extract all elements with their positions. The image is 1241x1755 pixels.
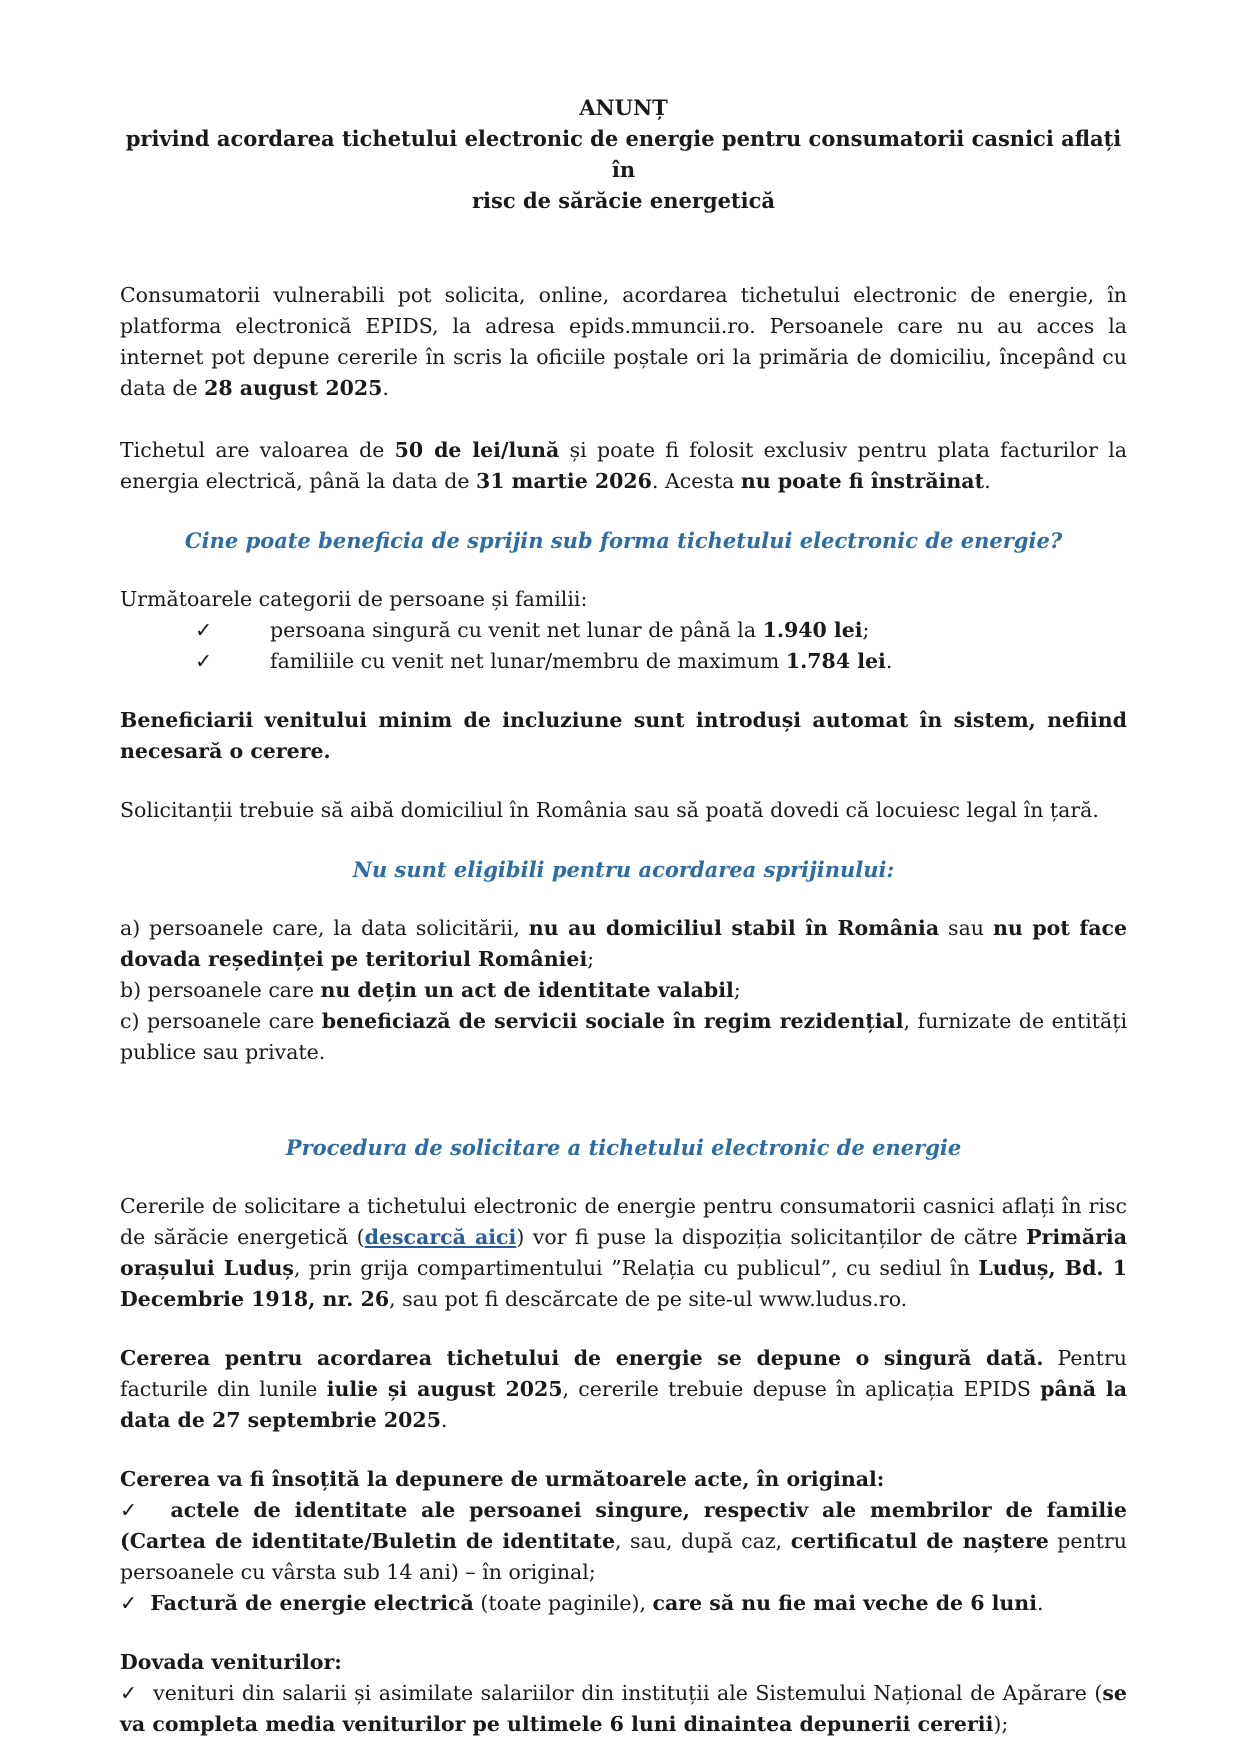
- city-hall-name: Primăria orașului Luduș: [120, 1225, 1127, 1280]
- single-submission-paragraph: [120, 1343, 1127, 1436]
- city-hall-address: Luduș, Bd. 1 Decembrie 1918, nr. 26: [120, 1256, 1128, 1311]
- intro-text: Consumatorii vulnerabili pot solicita, online, acordarea tichetului electronic de energie, în platforma electronică EPIDS, la adresa epids.mmuncii.ro. Persoanele care nu au acces la internet pot depune cererile în scris la oficiile poștale ori la primăria de domiciliu, începând cu data de: [120, 283, 1127, 400]
- automatic-inclusion-text: Beneficiarii venitului minim de incluziune sunt introduși automat în sistem, nefiind necesară o cerere.: [120, 708, 1127, 763]
- deadline-bold: până la data de 27 septembrie 2025: [120, 1377, 1127, 1432]
- domicile-paragraph: Solicitanții trebuie să aibă domiciliul în România sau să poată dovedi că locuiesc legal în țară.: [120, 798, 1099, 822]
- intro-end: .: [382, 376, 389, 400]
- income-item-1-bold: se va completa media veniturilor pe ultimele 6 luni dinaintea depunerii cererii: [120, 1681, 1127, 1736]
- category-text: [270, 646, 892, 677]
- ineligible-a-bold-2: nu pot face dovada reședinței pe teritoriul României: [120, 916, 1127, 971]
- page-title: ANUNȚ: [579, 95, 668, 120]
- documents-item-1-bold-2: certificatul de naștere: [790, 1529, 1049, 1553]
- end-date: 31 martie 2026: [476, 469, 652, 493]
- documents-item-2-bold-2: care să nu fie mai veche de 6 luni: [652, 1591, 1037, 1615]
- ineligible-item-c: [120, 1006, 1127, 1068]
- ineligible-item-a: [120, 913, 1127, 975]
- value-paragraph: [120, 435, 1127, 497]
- procedure-text-3: , prin grija compartimentului ”Relația cu publicul”, cu sediul în: [293, 1256, 979, 1280]
- list-item: [120, 1678, 1127, 1740]
- ineligible-c-end: , furnizate de entități publice sau private.: [120, 1009, 1127, 1064]
- documents-item-2-text-1: (toate paginile),: [473, 1591, 653, 1615]
- income-limit: 1.940 lei: [762, 618, 863, 642]
- documents-item-1-bold-1: actele de identitate ale persoanei singure, respectiv ale membrilor de familie (Cartea de identitate/Buletin de identitate: [120, 1498, 1127, 1553]
- income-limit: 1.784 lei: [785, 649, 886, 673]
- documents-item-2-end: .: [1037, 1591, 1044, 1615]
- non-transferable: nu poate fi înstrăinat: [740, 469, 985, 493]
- list-item: [120, 646, 1127, 677]
- checkmark-icon: ✓: [195, 649, 213, 673]
- procedure-text-2: ) vor fi puse la dispoziția solicitanților de către: [516, 1225, 1027, 1249]
- page-subtitle: [120, 123, 1127, 216]
- ineligible-b-text: b) persoanele care: [120, 978, 321, 1002]
- ineligible-a-text: a) persoanele care, la data solicitării,: [120, 916, 529, 940]
- checkmark-icon: ✓: [120, 1591, 138, 1615]
- download-link[interactable]: descarcă aici: [364, 1225, 517, 1249]
- procedure-paragraph: [120, 1191, 1127, 1315]
- single-submission-text-2: , cererile trebuie depuse în aplicația EPIDS: [562, 1377, 1041, 1401]
- value-text-4: .: [984, 469, 991, 493]
- list-item: [120, 1495, 1127, 1588]
- list-item: [120, 615, 1127, 646]
- documents-item-1-text-1: , sau, după caz,: [615, 1529, 791, 1553]
- single-submission-text-1: Pentru facturile din lunile: [120, 1346, 1127, 1401]
- single-submission-end: .: [440, 1408, 448, 1432]
- months-bold: iulie și august 2025: [326, 1377, 563, 1401]
- category-label: persoana singură cu venit net lunar de până la: [270, 618, 763, 642]
- ineligible-a-bold-1: nu au domiciliul stabil în România: [528, 916, 940, 940]
- list-item: [120, 1588, 1127, 1619]
- category-end: ;: [862, 618, 870, 642]
- subtitle-line-1: privind acordarea tichetului electronic de energie pentru consumatorii casnici aflați în: [125, 126, 1122, 182]
- income-heading: [120, 1647, 1127, 1678]
- category-text: [270, 615, 869, 646]
- categories-intro: Următoarele categorii de persoane și familii:: [120, 587, 588, 611]
- subtitle-line-2: risc de sărăcie energetică: [471, 188, 776, 213]
- section-heading-ineligible: Nu sunt eligibili pentru acordarea sprijinului:: [352, 857, 895, 882]
- ineligible-a-end: ;: [587, 947, 595, 971]
- documents-heading: [120, 1464, 1127, 1495]
- automatic-inclusion-paragraph: [120, 705, 1127, 767]
- section-heading-eligibility: Cine poate beneficia de sprijin sub forma tichetului electronic de energie?: [184, 528, 1063, 553]
- ineligible-c-bold: beneficiază de servicii sociale în regim rezidențial: [321, 1009, 904, 1033]
- single-submission-bold: Cererea pentru acordarea tichetului de energie se depune o singură dată.: [120, 1346, 1044, 1370]
- start-date: 28 august 2025: [204, 376, 383, 400]
- ticket-value: 50 de lei/lună: [394, 438, 560, 462]
- checkmark-icon: ✓: [120, 1681, 139, 1705]
- ineligible-item-b: [120, 975, 1127, 1006]
- intro-paragraph: [120, 280, 1127, 404]
- ineligible-b-end: ;: [733, 978, 741, 1002]
- value-text-3: . Acesta: [651, 469, 741, 493]
- income-heading-text: Dovada veniturilor:: [120, 1650, 342, 1674]
- category-end: .: [885, 649, 893, 673]
- ineligible-c-text: c) persoanele care: [120, 1009, 322, 1033]
- value-text-1: Tichetul are valoarea de: [120, 438, 395, 462]
- income-item-1-end: );: [993, 1712, 1009, 1736]
- documents-item-2-bold-1: Factură de energie electrică: [150, 1591, 474, 1615]
- income-item-1-text-1: venituri din salarii și asimilate salariilor din instituții ale Sistemului Național de Apărare (: [153, 1681, 1103, 1705]
- section-heading-procedure: Procedura de solicitare a tichetului electronic de energie: [285, 1135, 962, 1160]
- documents-heading-text: Cererea va fi însoțită la depunere de următoarele acte, în original:: [120, 1467, 885, 1491]
- checkmark-icon: ✓: [120, 1498, 144, 1522]
- procedure-text-4: , sau pot fi descărcate de pe site-ul www.ludus.ro.: [389, 1287, 908, 1311]
- document-content: [120, 92, 1127, 1740]
- checkmark-icon: ✓: [195, 618, 213, 642]
- documents-item-1-text-2: pentru persoanele cu vârsta sub 14 ani) – în original;: [120, 1529, 1128, 1584]
- procedure-text-1: Cererile de solicitare a tichetului electronic de energie pentru consumatorii casnici aflați în risc de sărăcie energetică (: [120, 1194, 1127, 1249]
- category-label: familiile cu venit net lunar/membru de maximum: [270, 649, 786, 673]
- value-text-2: și poate fi folosit exclusiv pentru plata facturilor la energia electrică, până la data de: [120, 438, 1127, 493]
- ineligible-a-text-2: sau: [939, 916, 993, 940]
- ineligible-b-bold: nu dețin un act de identitate valabil: [320, 978, 734, 1002]
